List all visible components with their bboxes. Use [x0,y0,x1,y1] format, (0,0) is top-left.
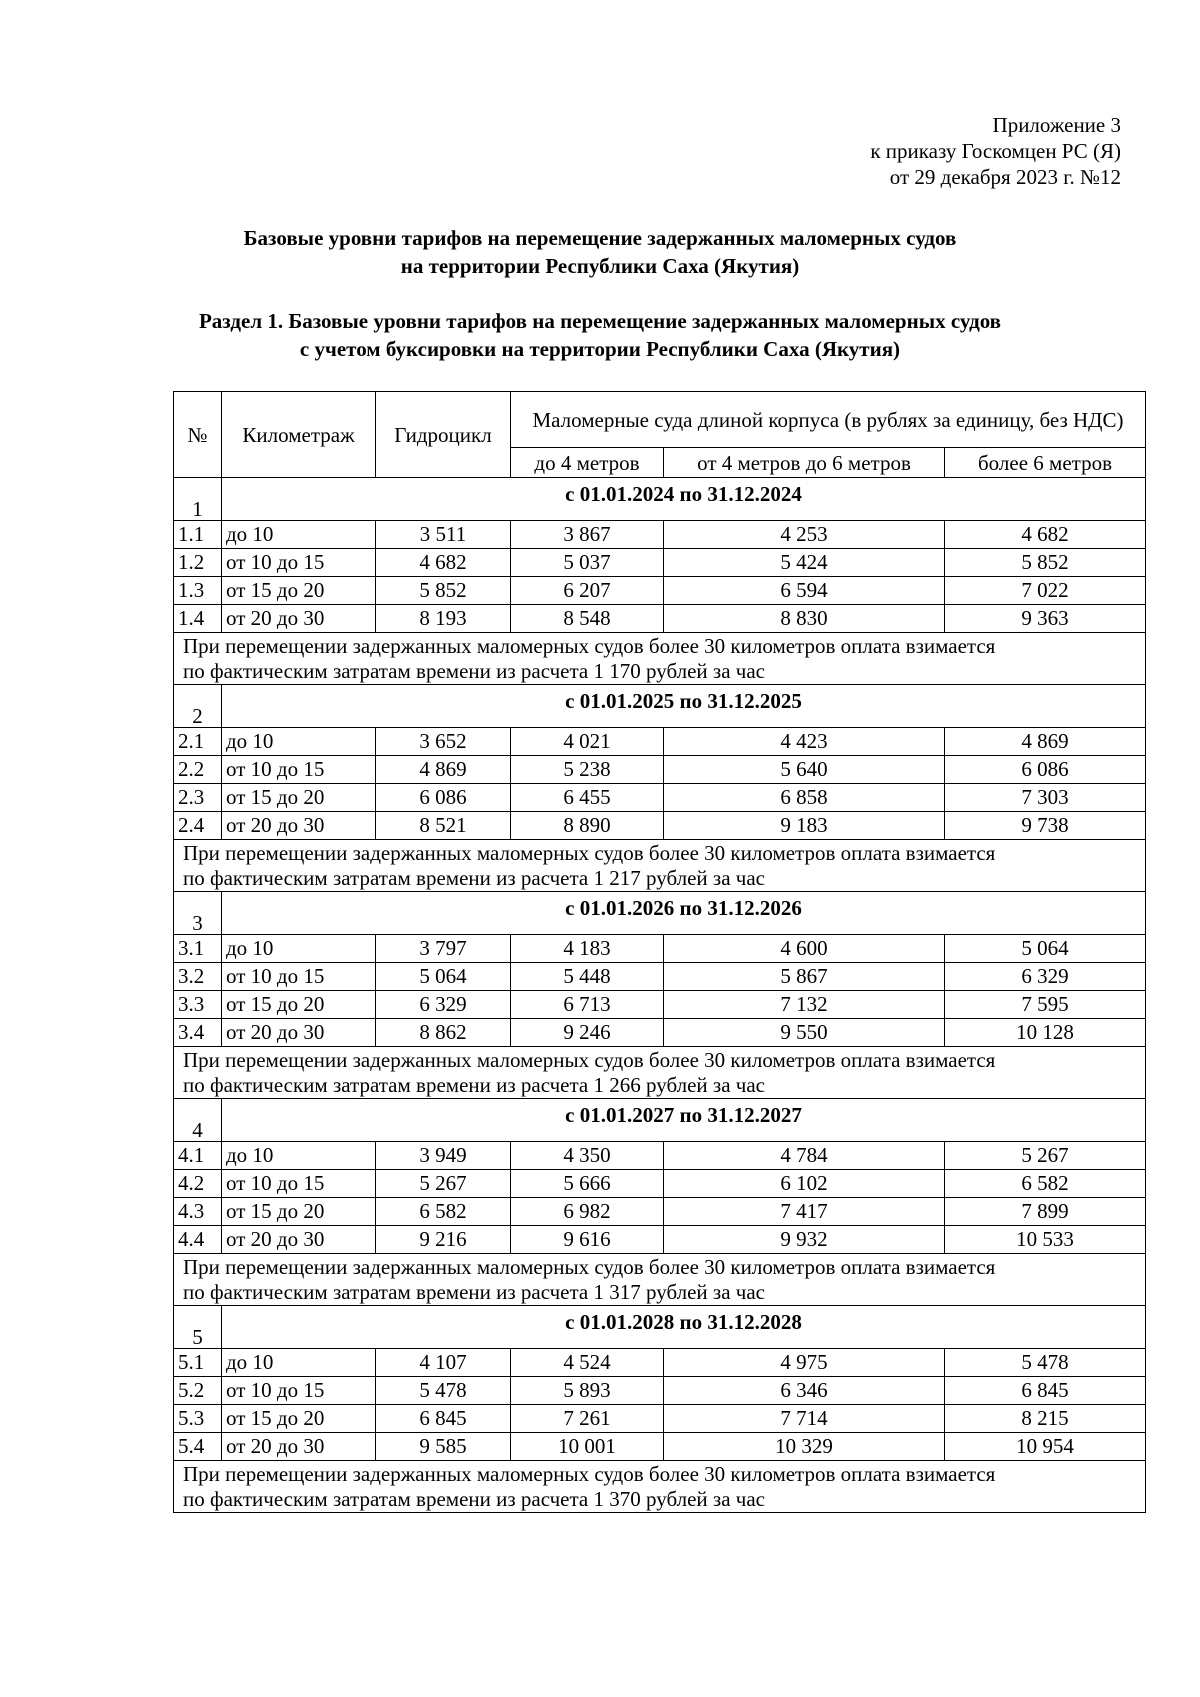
price-4-to-6m: 6 346 [664,1377,945,1405]
price-jetski: 4 682 [376,549,511,577]
period-number: 1 [174,478,222,521]
price-over-6m: 10 128 [945,1019,1146,1047]
price-over-6m: 9 363 [945,605,1146,633]
note-line-1: При перемещении задержанных маломерных судов более 30 километров оплата взимается [183,633,996,658]
price-jetski: 4 107 [376,1349,511,1377]
row-number: 4.1 [174,1142,222,1170]
table-row [174,549,1146,577]
period-number: 4 [174,1099,222,1142]
price-4-to-6m: 7 714 [664,1405,945,1433]
table-row [174,1433,1146,1461]
note-line-2: по фактическим затратам времени из расчета 1 370 рублей за час [183,1486,765,1511]
price-up-to-4m: 4 524 [511,1349,664,1377]
column-header-up-to-4m: до 4 метров [511,448,664,478]
price-over-6m: 10 954 [945,1433,1146,1461]
price-4-to-6m: 8 830 [664,605,945,633]
price-over-6m: 7 022 [945,577,1146,605]
price-jetski: 5 478 [376,1377,511,1405]
row-number: 1.2 [174,549,222,577]
price-over-6m: 4 869 [945,728,1146,756]
row-kilometrage: от 20 до 30 [222,812,376,840]
price-4-to-6m: 10 329 [664,1433,945,1461]
price-4-to-6m: 5 867 [664,963,945,991]
table-row [174,521,1146,549]
note-line-2: по фактическим затратам времени из расчета 1 170 рублей за час [183,658,765,683]
price-over-6m: 6 329 [945,963,1146,991]
table-row [174,784,1146,812]
period-label: с 01.01.2026 по 31.12.2026 [222,892,1146,935]
price-over-6m: 5 478 [945,1349,1146,1377]
price-4-to-6m: 5 640 [664,756,945,784]
section-title-line-2: с учетом буксировки на территории Республики Саха (Якутия) [299,337,901,361]
note-cell [174,1461,1146,1513]
row-number: 1.4 [174,605,222,633]
note-cell [174,840,1146,892]
tariff-table [173,391,1146,1513]
price-4-to-6m: 9 183 [664,812,945,840]
price-4-to-6m: 7 132 [664,991,945,1019]
price-up-to-4m: 3 867 [511,521,664,549]
price-over-6m: 8 215 [945,1405,1146,1433]
row-kilometrage: до 10 [222,521,376,549]
column-header-number: № [174,392,222,478]
price-over-6m: 10 533 [945,1226,1146,1254]
table-row [174,756,1146,784]
price-up-to-4m: 9 616 [511,1226,664,1254]
appendix-number: Приложение 3 [992,113,1121,137]
row-number: 5.1 [174,1349,222,1377]
price-jetski: 8 521 [376,812,511,840]
column-header-jetski: Гидроцикл [376,392,511,478]
row-number: 2.1 [174,728,222,756]
note-line-1: При перемещении задержанных маломерных судов более 30 километров оплата взимается [183,1047,996,1072]
price-up-to-4m: 9 246 [511,1019,664,1047]
row-number: 2.3 [174,784,222,812]
row-kilometrage: от 20 до 30 [222,1226,376,1254]
price-4-to-6m: 6 102 [664,1170,945,1198]
note-row [174,1254,1146,1306]
note-line-2: по фактическим затратам времени из расчета 1 317 рублей за час [183,1279,765,1304]
price-up-to-4m: 10 001 [511,1433,664,1461]
document-title [0,224,1200,280]
row-number: 5.2 [174,1377,222,1405]
row-kilometrage: до 10 [222,1142,376,1170]
price-up-to-4m: 4 021 [511,728,664,756]
price-up-to-4m: 7 261 [511,1405,664,1433]
table-row [174,605,1146,633]
row-number: 1.3 [174,577,222,605]
price-4-to-6m: 4 600 [664,935,945,963]
price-4-to-6m: 4 975 [664,1349,945,1377]
price-over-6m: 4 682 [945,521,1146,549]
price-over-6m: 7 595 [945,991,1146,1019]
price-jetski: 3 511 [376,521,511,549]
note-line-1: При перемещении задержанных маломерных судов более 30 километров оплата взимается [183,1254,996,1279]
row-number: 3.4 [174,1019,222,1047]
period-number: 2 [174,685,222,728]
price-jetski: 5 267 [376,1170,511,1198]
period-label: с 01.01.2025 по 31.12.2025 [222,685,1146,728]
price-up-to-4m: 5 037 [511,549,664,577]
table-row [174,812,1146,840]
column-header-kilometrage: Километраж [222,392,376,478]
row-kilometrage: от 15 до 20 [222,1405,376,1433]
appendix-order: к приказу Госкомцен РС (Я) [870,139,1121,163]
row-kilometrage: от 15 до 20 [222,1198,376,1226]
price-jetski: 9 216 [376,1226,511,1254]
row-kilometrage: от 20 до 30 [222,605,376,633]
price-over-6m: 5 267 [945,1142,1146,1170]
period-header-row [174,892,1146,935]
table-row [174,1019,1146,1047]
price-over-6m: 7 303 [945,784,1146,812]
price-up-to-4m: 6 455 [511,784,664,812]
price-up-to-4m: 4 350 [511,1142,664,1170]
column-header-over-6m: более 6 метров [945,448,1146,478]
price-up-to-4m: 6 982 [511,1198,664,1226]
column-header-small-vessels: Маломерные суда длиной корпуса (в рублях за единицу, без НДС) [511,392,1146,448]
row-number: 4.2 [174,1170,222,1198]
row-kilometrage: от 15 до 20 [222,991,376,1019]
row-kilometrage: от 10 до 15 [222,756,376,784]
row-number: 3.2 [174,963,222,991]
price-over-6m: 6 086 [945,756,1146,784]
price-4-to-6m: 6 858 [664,784,945,812]
row-kilometrage: от 10 до 15 [222,549,376,577]
note-row [174,633,1146,685]
tariff-table-body [174,478,1146,1513]
price-over-6m: 7 899 [945,1198,1146,1226]
price-over-6m: 6 845 [945,1377,1146,1405]
price-jetski: 6 329 [376,991,511,1019]
price-4-to-6m: 4 423 [664,728,945,756]
price-up-to-4m: 5 238 [511,756,664,784]
price-4-to-6m: 4 784 [664,1142,945,1170]
price-jetski: 3 652 [376,728,511,756]
note-row [174,1461,1146,1513]
price-4-to-6m: 7 417 [664,1198,945,1226]
price-jetski: 6 845 [376,1405,511,1433]
period-number: 5 [174,1306,222,1349]
price-up-to-4m: 5 893 [511,1377,664,1405]
price-4-to-6m: 6 594 [664,577,945,605]
note-line-2: по фактическим затратам времени из расчета 1 266 рублей за час [183,1072,765,1097]
price-over-6m: 5 852 [945,549,1146,577]
row-number: 5.4 [174,1433,222,1461]
row-kilometrage: до 10 [222,1349,376,1377]
table-row [174,1405,1146,1433]
table-row [174,1142,1146,1170]
row-kilometrage: от 15 до 20 [222,577,376,605]
price-jetski: 8 193 [376,605,511,633]
table-row [174,935,1146,963]
row-kilometrage: от 20 до 30 [222,1019,376,1047]
document-title-line-1: Базовые уровни тарифов на перемещение задержанных маломерных судов [243,226,957,250]
price-jetski: 5 064 [376,963,511,991]
section-title-line-1: Раздел 1. Базовые уровни тарифов на перемещение задержанных маломерных судов [198,309,1002,333]
document-title-line-2: на территории Республики Саха (Якутия) [400,254,800,278]
period-header-row [174,1099,1146,1142]
table-row [174,963,1146,991]
price-jetski: 6 086 [376,784,511,812]
row-number: 1.1 [174,521,222,549]
period-label: с 01.01.2027 по 31.12.2027 [222,1099,1146,1142]
row-kilometrage: до 10 [222,728,376,756]
table-row [174,991,1146,1019]
table-row [174,1170,1146,1198]
row-kilometrage: от 10 до 15 [222,963,376,991]
price-jetski: 9 585 [376,1433,511,1461]
period-header-row [174,685,1146,728]
price-jetski: 6 582 [376,1198,511,1226]
row-kilometrage: от 20 до 30 [222,1433,376,1461]
price-up-to-4m: 6 713 [511,991,664,1019]
table-row [174,1349,1146,1377]
table-row [174,1198,1146,1226]
note-line-1: При перемещении задержанных маломерных судов более 30 километров оплата взимается [183,840,996,865]
price-up-to-4m: 8 890 [511,812,664,840]
row-kilometrage: от 10 до 15 [222,1170,376,1198]
note-cell [174,633,1146,685]
row-kilometrage: от 10 до 15 [222,1377,376,1405]
row-number: 4.4 [174,1226,222,1254]
note-row [174,840,1146,892]
price-over-6m: 5 064 [945,935,1146,963]
price-up-to-4m: 4 183 [511,935,664,963]
row-number: 3.3 [174,991,222,1019]
price-jetski: 3 949 [376,1142,511,1170]
period-label: с 01.01.2024 по 31.12.2024 [222,478,1146,521]
price-jetski: 4 869 [376,756,511,784]
row-number: 5.3 [174,1405,222,1433]
row-kilometrage: от 15 до 20 [222,784,376,812]
row-number: 3.1 [174,935,222,963]
table-row [174,728,1146,756]
note-cell [174,1254,1146,1306]
price-over-6m: 6 582 [945,1170,1146,1198]
table-row [174,1226,1146,1254]
row-number: 2.4 [174,812,222,840]
period-header-row [174,1306,1146,1349]
table-row [174,1377,1146,1405]
price-4-to-6m: 5 424 [664,549,945,577]
appendix-date: от 29 декабря 2023 г. №12 [889,165,1121,189]
price-4-to-6m: 4 253 [664,521,945,549]
price-jetski: 8 862 [376,1019,511,1047]
appendix-reference [870,112,1121,190]
price-up-to-4m: 5 666 [511,1170,664,1198]
table-row [174,577,1146,605]
price-up-to-4m: 8 548 [511,605,664,633]
price-up-to-4m: 5 448 [511,963,664,991]
column-header-4-to-6m: от 4 метров до 6 метров [664,448,945,478]
period-header-row [174,478,1146,521]
price-over-6m: 9 738 [945,812,1146,840]
price-4-to-6m: 9 550 [664,1019,945,1047]
price-jetski: 5 852 [376,577,511,605]
note-cell [174,1047,1146,1099]
note-row [174,1047,1146,1099]
period-label: с 01.01.2028 по 31.12.2028 [222,1306,1146,1349]
period-number: 3 [174,892,222,935]
section-title [0,307,1200,363]
row-kilometrage: до 10 [222,935,376,963]
price-jetski: 3 797 [376,935,511,963]
price-4-to-6m: 9 932 [664,1226,945,1254]
price-up-to-4m: 6 207 [511,577,664,605]
row-number: 2.2 [174,756,222,784]
note-line-2: по фактическим затратам времени из расчета 1 217 рублей за час [183,865,765,890]
row-number: 4.3 [174,1198,222,1226]
note-line-1: При перемещении задержанных маломерных судов более 30 километров оплата взимается [183,1461,996,1486]
